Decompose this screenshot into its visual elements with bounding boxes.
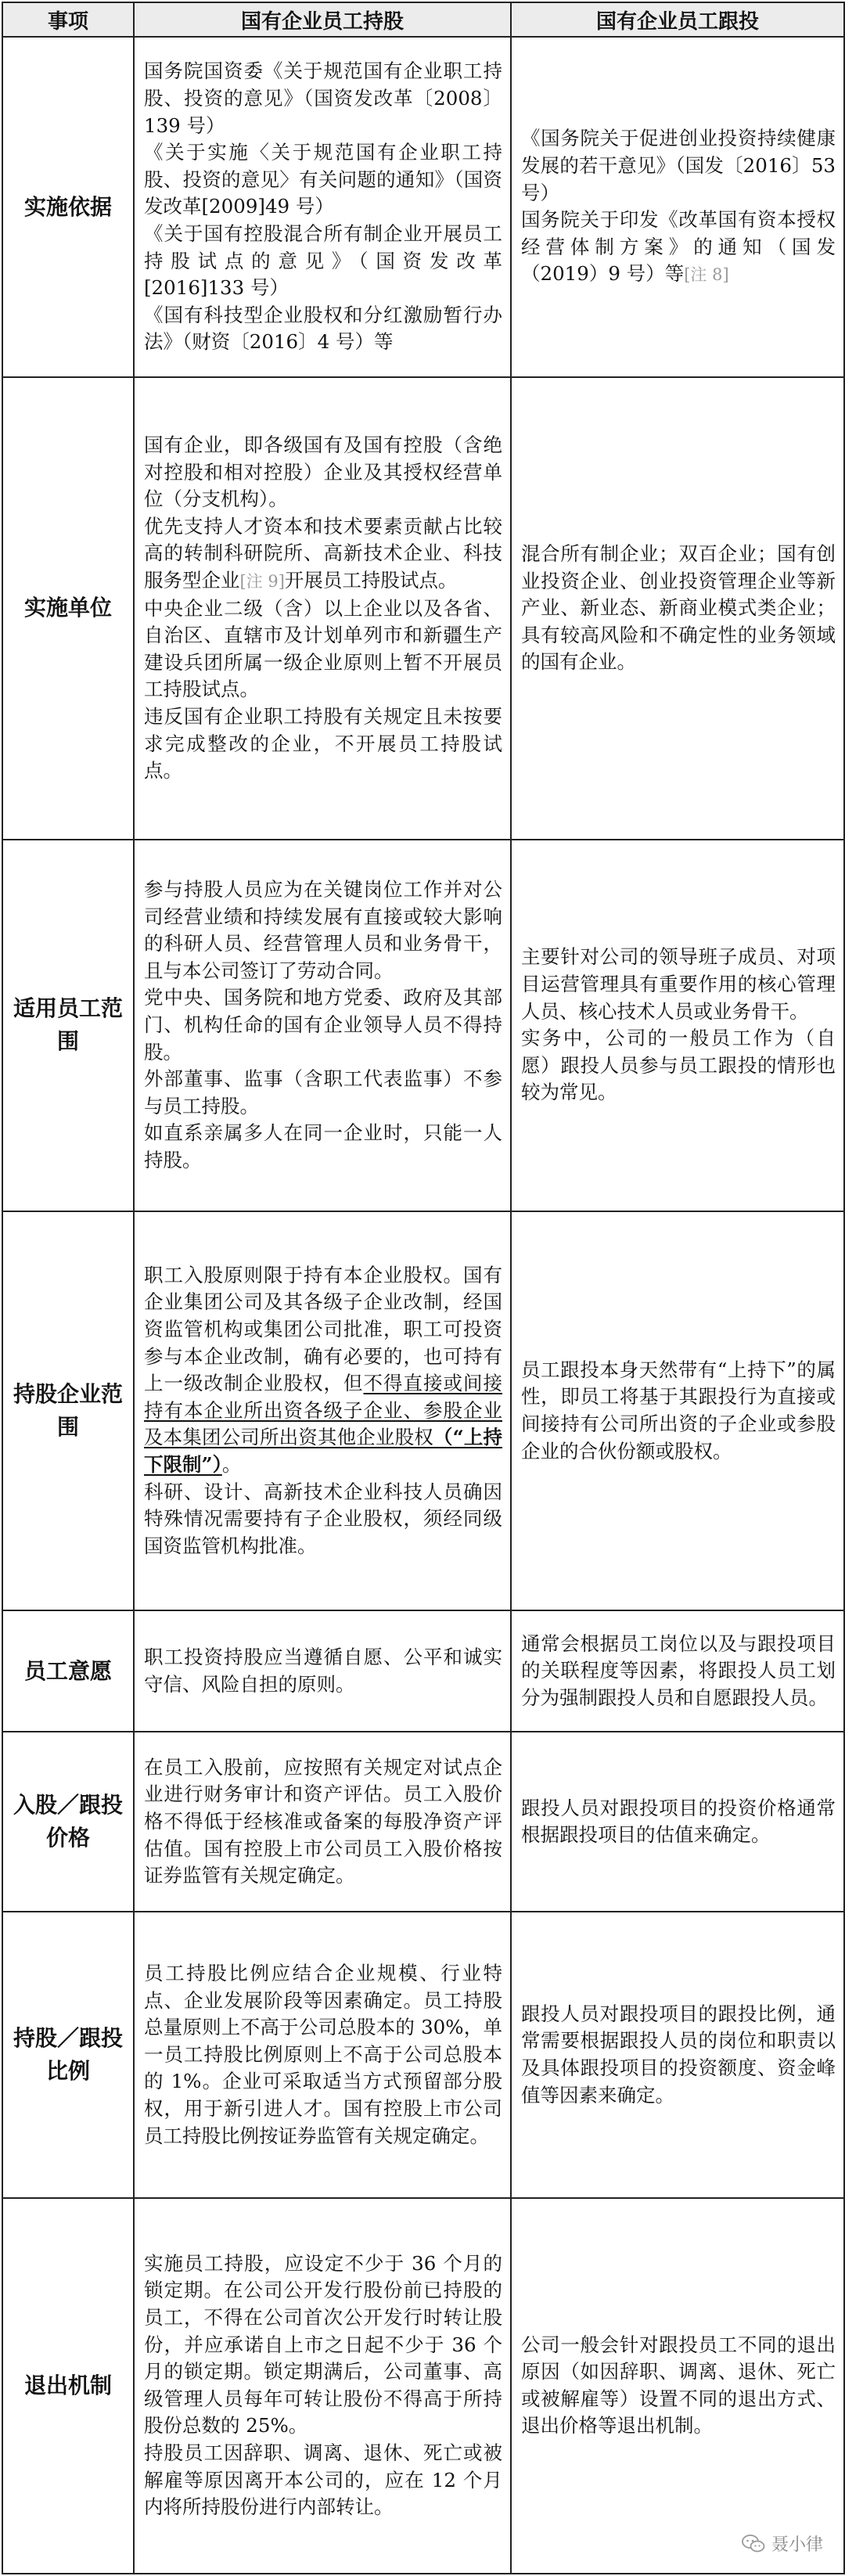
table-row	[2, 1732, 844, 1912]
shareholding-cell	[134, 377, 511, 839]
cell-paragraph: 实务中，公司的一般员工作为（自愿）跟投人员参与员工跟投的情形也较为常见。	[521, 1027, 836, 1104]
cell-paragraph: 持股员工因辞职、调离、退休、死亡或被解雇等原因离开本公司的，应在 12 个月内将所持股份进行内部转让。	[144, 2441, 502, 2519]
cell-paragraph: 员工跟投本身天然带有“上持下”的属性，即员工将基于其跟投行为直接或间接持有公司所出资的子企业或参股企业的合伙份额或股权。	[521, 1358, 836, 1462]
table-row	[2, 2198, 844, 2574]
row-label: 适用员工范围	[2, 840, 134, 1211]
cell-paragraph	[521, 207, 836, 289]
cell-paragraph: 国有企业，即各级国有及国有控股（含绝对控股和相对控股）企业及其授权经营单位（分支机构）。	[144, 434, 502, 511]
cell-paragraph: 违反国有企业职工持股有关规定且未按要求完成整改的企业，不开展员工持股试点。	[144, 705, 502, 783]
table-row	[2, 1610, 844, 1732]
cell-paragraph: 《关于国有控股混合所有制企业开展员工持股试点的意见》（国资发改革[2016]133 号）	[144, 221, 502, 300]
row-label: 退出机制	[2, 2198, 134, 2574]
header-item: 事项	[2, 2, 134, 37]
cell-paragraph: 科研、设计、高新技术企业科技人员确因特殊情况需要持有子企业股权，须经同级国资监管机构批准。	[144, 1480, 502, 1557]
shareholding-cell	[134, 1211, 511, 1610]
cell-text: 开展员工持股试点。	[284, 569, 458, 592]
row-label: 持股／跟投比例	[2, 1912, 134, 2197]
co-investment-cell	[511, 377, 844, 839]
table-row	[2, 840, 844, 1211]
row-label: 实施依据	[2, 37, 134, 377]
table-row	[2, 1912, 844, 2197]
table-row	[2, 37, 844, 377]
header-employee-shareholding: 国有企业员工持股	[134, 2, 511, 37]
co-investment-cell	[511, 37, 844, 377]
watermark	[742, 2531, 823, 2556]
cell-paragraph: 《国有科技型企业股权和分红激励暂行办法》（财资〔2016〕4 号）等	[144, 303, 502, 354]
header-employee-co-investment: 国有企业员工跟投	[511, 2, 844, 37]
shareholding-cell	[134, 840, 511, 1211]
cell-paragraph: 公司一般会针对跟投员工不同的退出原因（如因辞职、调离、退休、死亡或被解雇等）设置不同的退出方式、退出价格等退出机制。	[521, 2333, 836, 2437]
shareholding-cell	[134, 1610, 511, 1732]
cell-text: 。	[221, 1452, 242, 1476]
co-investment-cell	[511, 1912, 844, 2197]
table-row	[2, 377, 844, 839]
table-row	[2, 1211, 844, 1610]
wechat-icon	[742, 2535, 765, 2553]
cell-paragraph	[144, 1262, 502, 1479]
comparison-table	[2, 2, 845, 2574]
co-investment-cell	[511, 1610, 844, 1732]
cell-paragraph: 在员工入股前，应按照有关规定对试点企业进行财务审计和资产评估。员工入股价格不得低于经核准或备案的每股净资产评估值。国有控股上市公司员工入股价格按证券监管有关规定确定。	[144, 1755, 502, 1887]
underlined-restriction: 不得直接或间接持有本企业所出资各级子企业、参股企业及本集团公司所出资其他企业股权	[144, 1372, 502, 1449]
cell-text: 优先支持人才资本和技术要素贡献占比较高的转制科研院所、高新技术企业、科技服务型企业	[144, 514, 502, 592]
cell-paragraph: 主要针对公司的领导班子成员、对项目运营管理具有重要作用的核心管理人员、核心技术人员或业务骨干。	[521, 945, 836, 1023]
cell-paragraph: 国务院国资委《关于规范国有企业职工持股、投资的意见》（国资发改革〔2008〕139 号）	[144, 59, 502, 137]
shareholding-cell	[134, 2198, 511, 2574]
cell-text: 国务院关于印发《改革国有资本授权经营体制方案》的通知（国发（2019）9 号）等	[521, 208, 836, 286]
co-investment-cell	[511, 1211, 844, 1610]
shareholding-cell	[134, 1912, 511, 2197]
table-header-row	[2, 2, 844, 37]
shareholding-cell	[134, 1732, 511, 1912]
cell-paragraph: 混合所有制企业；双百企业；国有创业投资企业、创业投资管理企业等新产业、新业态、新商业模式类企业；具有较高风险和不确定性的业务领域的国有企业。	[521, 541, 836, 674]
restriction-term: （“上持下限制”）	[144, 1426, 502, 1476]
row-label: 员工意愿	[2, 1610, 134, 1732]
cell-paragraph: 外部董事、监事（含职工代表监事）不参与员工持股。	[144, 1067, 502, 1117]
cell-paragraph: 如直系亲属多人在同一企业时，只能一人持股。	[144, 1121, 502, 1171]
co-investment-cell	[511, 2198, 844, 2574]
cell-paragraph: 《关于实施〈关于规范国有企业职工持股、投资的意见〉有关问题的通知》（国资发改革[2009]49 号）	[144, 141, 502, 218]
row-label: 入股／跟投价格	[2, 1732, 134, 1912]
co-investment-cell	[511, 840, 844, 1211]
cell-paragraph: 职工投资持股应当遵循自愿、公平和诚实守信、风险自担的原则。	[144, 1646, 502, 1696]
cell-paragraph: 通常会根据员工岗位以及与跟投项目的关联程度等因素，将跟投人员工划分为强制跟投人员和自愿跟投人员。	[521, 1632, 836, 1710]
cell-paragraph: 中央企业二级（含）以上企业以及各省、自治区、直辖市及计划单列市和新疆生产建设兵团所属一级企业原则上暂不开展员工持股试点。	[144, 596, 502, 701]
cell-paragraph: 跟投人员对跟投项目的投资价格通常根据跟投项目的估值来确定。	[521, 1796, 836, 1847]
co-investment-cell	[511, 1732, 844, 1912]
cell-text: 职工入股原则限于持有本企业股权。国有企业集团公司及其各级子企业改制，经国资监管机构或集团公司批准，职工可投资参与本企业改制，确有必要的，也可持有上一级改制企业股权，但	[144, 1263, 502, 1395]
row-label: 实施单位	[2, 377, 134, 839]
cell-paragraph: 跟投人员对跟投项目的跟投比例，通常需要根据跟投人员的岗位和职责以及具体跟投项目的投资额度、资金峰值等因素来确定。	[521, 2002, 836, 2106]
cell-paragraph: 员工持股比例应结合企业规模、行业特点、企业发展阶段等因素确定。员工持股总量原则上不高于公司总股本的 30%，单一员工持股比例原则上不高于公司总股本的 1%。企业可采取适当方式预留部分股权，用于新引进人才。国有控股上市公司员工持股比例按证券监管有关规定确定。	[144, 1961, 502, 2147]
watermark-text: 聂小律	[771, 2535, 823, 2555]
cell-paragraph: 《国务院关于促进创业投资持续健康发展的若干意见》（国发〔2016〕53 号）	[521, 127, 836, 204]
cell-paragraph: 实施员工持股，应设定不少于 36 个月的锁定期。在公司公开发行股份前已持股的员工，不得在公司首次公开发行时转让股份，并应承诺自上市之日起不少于 36 个月的锁定期。锁定期满后，公司董事、高级管理人员每年可转让股份不得高于所持股份总数的 25%。	[144, 2251, 502, 2437]
cell-paragraph	[144, 513, 502, 595]
cell-paragraph: 党中央、国务院和地方党委、政府及其部门、机构任命的国有企业领导人员不得持股。	[144, 986, 502, 1063]
shareholding-cell	[134, 37, 511, 377]
footnote-link[interactable]: [注 8]	[684, 265, 729, 285]
row-label: 持股企业范围	[2, 1211, 134, 1610]
cell-paragraph: 参与持股人员应为在关键岗位工作并对公司经营业绩和持续发展有直接或较大影响的科研人员、经营管理人员和业务骨干，且与本公司签订了劳动合同。	[144, 878, 502, 982]
footnote-link[interactable]: [注 9]	[239, 572, 285, 592]
